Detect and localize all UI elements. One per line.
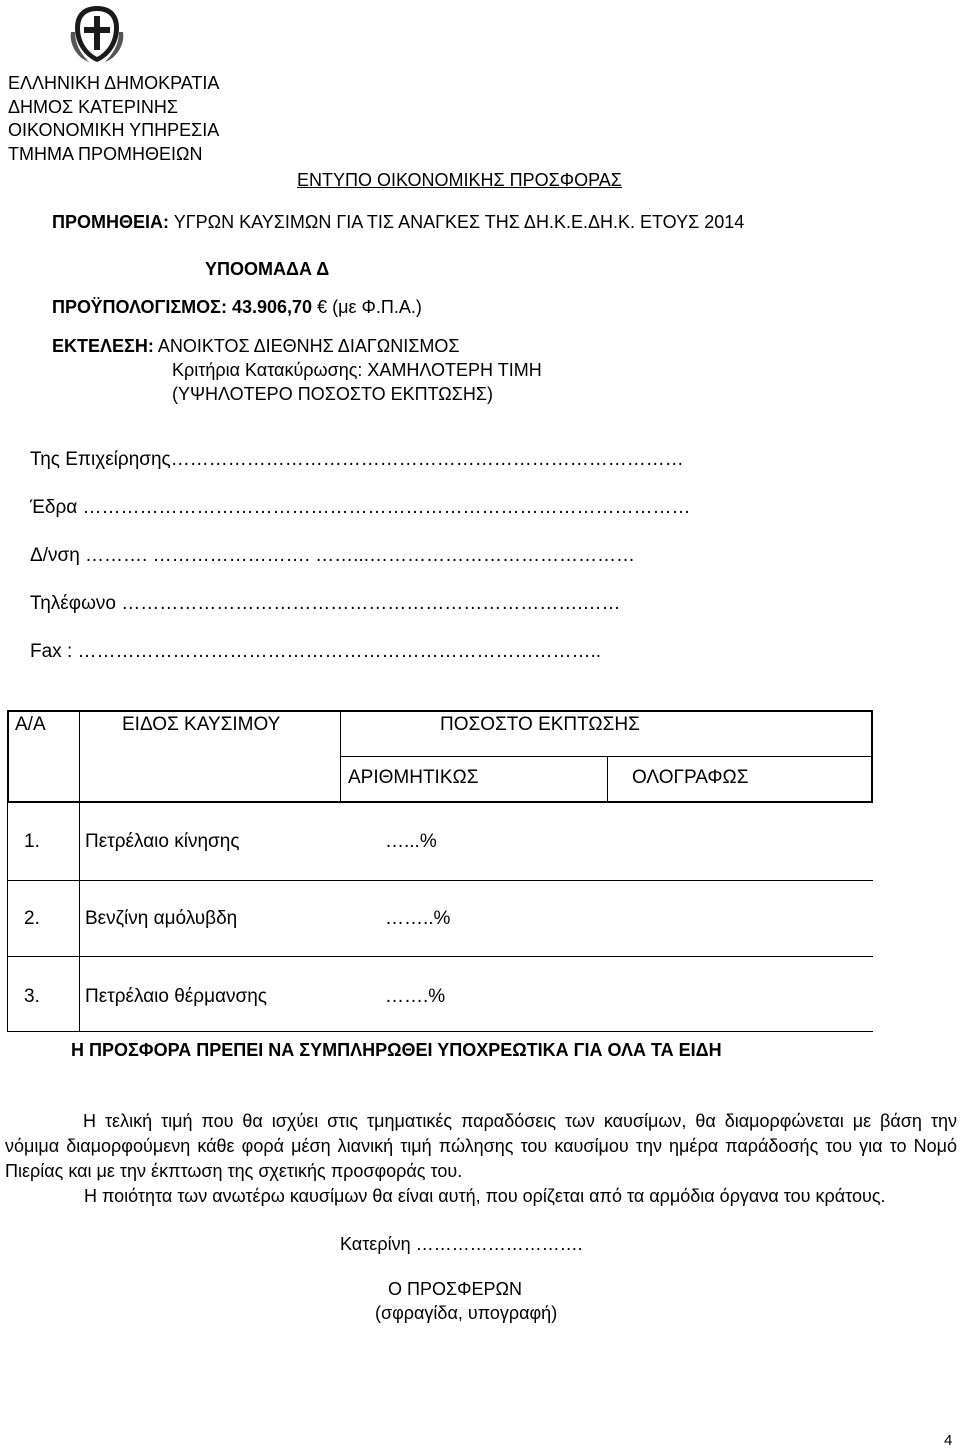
coat-of-arms-emblem	[65, 2, 129, 66]
signatory-note: (σφραγίδα, υπογραφή)	[375, 1303, 558, 1323]
address-field[interactable]: Δ/νση ………. ……………………. ……...……………………………………	[30, 545, 635, 566]
row-1-number: 1.	[24, 831, 40, 852]
col-header-discount: ΠΟΣΟΣΤΟ ΕΚΠΤΩΣΗΣ	[440, 714, 640, 735]
place-date: Κατερίνη ……………………….	[340, 1234, 583, 1254]
table-col-divider-1	[79, 710, 80, 803]
table-border-top	[7, 710, 873, 712]
subheader-words: ΟΛΟΓΡΑΦΩΣ	[632, 767, 749, 788]
seat-field[interactable]: Έδρα ……………………………………………………………………………………	[30, 497, 691, 518]
form-title: ΕΝΤΥΠΟ ΟΙΚΟΝΟΜΙΚΗΣ ΠΡΟΣΦΟΡΑΣ	[297, 170, 622, 190]
budget-label: ΠΡΟΫΠΟΛΟΓΙΣΜΟΣ:	[52, 297, 227, 317]
table-bottom	[7, 1031, 873, 1032]
col-header-aa: Α/Α	[15, 714, 46, 735]
budget-suffix: € (με Φ.Π.Α.)	[317, 297, 422, 317]
mandatory-notice: Η ΠΡΟΣΦΟΡΑ ΠΡΕΠΕΙ ΝΑ ΣΥΜΠΛΗΡΩΘΕΙ ΥΠΟΧΡΕΩΤΙΚΑ ΓΙΑ ΟΛΑ ΤΑ ΕΙΔΗ	[71, 1040, 722, 1060]
row-2-fuel: Βενζίνη αμόλυβδη	[85, 908, 238, 929]
execution-label: ΕΚΤΕΛΕΣΗ:	[52, 336, 154, 356]
signatory-title: Ο ΠΡΟΣΦΕΡΩΝ	[388, 1279, 522, 1299]
quality-terms-paragraph: Η ποιότητα των ανωτέρω καυσίμων θα είναι αυτή, που ορίζεται από τα αρμόδια όργανα του κράτους.	[84, 1186, 886, 1206]
header-service: ΟΙΚΟΝΟΜΙΚΗ ΥΠΗΡΕΣΙΑ	[8, 120, 220, 140]
execution-value: ΑΝΟΙΚΤΟΣ ΔΙΕΘΝΗΣ ΔΙΑΓΩΝΙΣΜΟΣ	[157, 336, 460, 356]
row-1-discount-numeric[interactable]: …...%	[385, 831, 437, 852]
row-3-fuel: Πετρέλαιο θέρμανσης	[85, 986, 267, 1007]
table-col-divider-3	[607, 756, 608, 803]
table-row-line-1	[7, 880, 873, 881]
procurement-value: ΥΓΡΩΝ ΚΑΥΣΙΜΩΝ ΓΙΑ ΤΙΣ ΑΝΑΓΚΕΣ ΤΗΣ ΔΗ.Κ.Ε.ΔΗ.Κ. ΕΤΟΥΣ 2014	[173, 212, 745, 232]
header-department: ΤΜΗΜΑ ΠΡΟΜΗΘΕΙΩΝ	[8, 143, 203, 164]
col-header-fuel-type: ΕΙΔΟΣ ΚΑΥΣΙΜΟΥ	[122, 714, 281, 735]
table-row-line-2	[7, 956, 873, 957]
subgroup-title: ΥΠΟΟΜΑΔΑ Δ	[205, 259, 330, 279]
table-border-left	[7, 710, 9, 803]
header-municipality: ΔΗΜΟΣ ΚΑΤΕΡΙΝΗΣ	[8, 96, 178, 117]
award-criteria-note: (ΥΨΗΛΟΤΕΡΟ ΠΟΣΟΣΤΟ ΕΚΠΤΩΣΗΣ)	[172, 384, 494, 404]
budget-amount: 43.906,70	[231, 297, 313, 317]
phone-field[interactable]: Τηλέφωνο ……………………………………………………………….……	[30, 593, 621, 614]
company-field[interactable]: Της Επιχείρησης………………………………………………………………………	[30, 449, 684, 470]
row-2-number: 2.	[24, 908, 40, 929]
procurement-line	[52, 212, 744, 234]
row-1-fuel: Πετρέλαιο κίνησης	[85, 831, 240, 852]
price-terms-text: Η τελική τιμή που θα ισχύει στις τμηματικές παραδόσεις των καυσίμων, θα διαμορφώνεται με βάση την νόμιμα διαμορφούμενη κάθε φορά μέση λιανική τιμή πώλησης του καυσίμου την ημέρα παράδοσής του για το Νομό Πιερίας και με την έκπτωση της σχετικής προσφοράς του.	[5, 1111, 957, 1181]
fax-field[interactable]: Fax : ………………………………………………………………………..	[30, 641, 602, 662]
subheader-numeric: ΑΡΙΘΜΗΤΙΚΩΣ	[348, 767, 479, 788]
procurement-label: ΠΡΟΜΗΘΕΙΑ:	[52, 212, 169, 232]
page-number: 4	[944, 1432, 953, 1449]
price-terms-paragraph	[5, 1109, 957, 1184]
award-criteria: Κριτήρια Κατακύρωσης: ΧΑΜΗΛΟΤΕΡΗ ΤΙΜΗ	[172, 360, 542, 380]
row-3-discount-numeric[interactable]: …….%	[385, 986, 446, 1007]
table-header-bottom	[7, 801, 873, 803]
offer-table	[7, 710, 873, 1032]
table-body-left	[7, 803, 8, 1032]
header-country: ΕΛΛΗΝΙΚΗ ΔΗΜΟΚΡΑΤΙΑ	[8, 73, 220, 93]
row-3-number: 3.	[24, 986, 40, 1007]
budget-line	[52, 297, 422, 319]
issuer-header	[8, 72, 219, 166]
row-2-discount-numeric[interactable]: ……..%	[385, 908, 451, 929]
execution-line	[52, 336, 459, 358]
table-body-divider	[79, 803, 80, 1032]
